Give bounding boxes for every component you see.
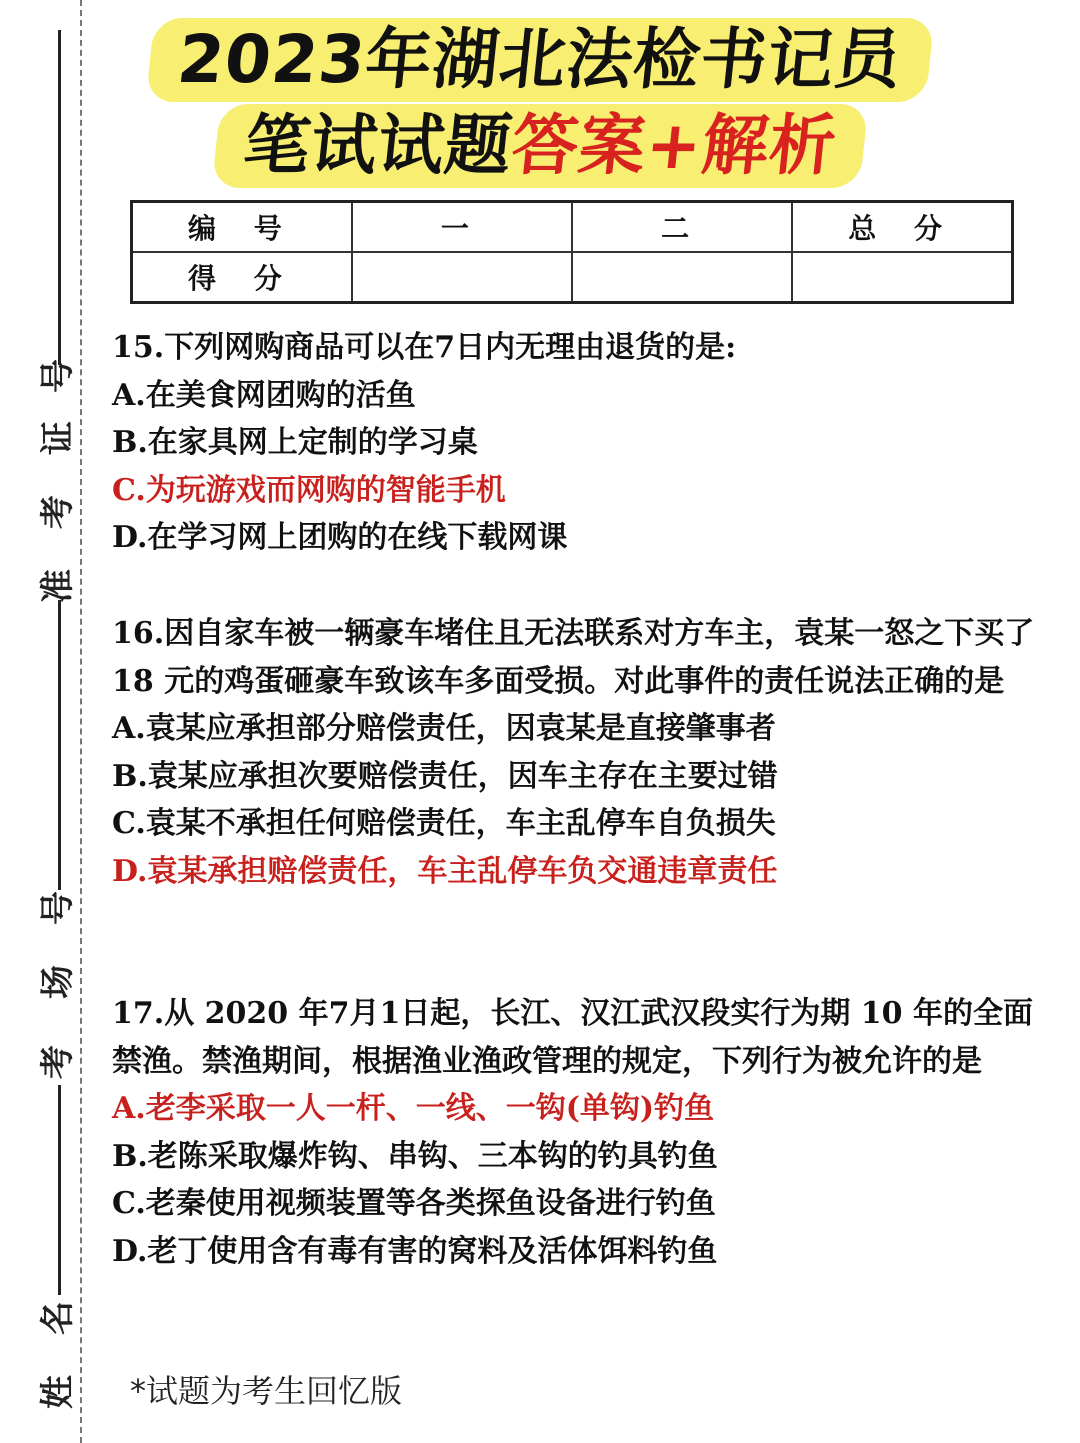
title-line-1 [0, 18, 1080, 102]
title-line-2 [0, 104, 1080, 188]
question-16 [112, 610, 1042, 895]
option-d: D.在学习网上团购的在线下载网课 [112, 520, 568, 555]
title-text-1: 2023年湖北法检书记员 [146, 18, 935, 102]
option-a: A.在美食网团购的活鱼 [112, 377, 416, 413]
margin-label: 场 [38, 965, 78, 999]
score-cell: 编 号 [132, 202, 352, 253]
score-table-header-row [132, 202, 1013, 253]
footnote: *试题为考生回忆版 [130, 1372, 403, 1410]
binding-dashed-line [80, 0, 82, 1443]
title-black-part: 笔试试题 [239, 107, 516, 184]
question-stem: 17.从 2020 年7月1日起，长江、汉江武汉段实行为期 10 年的全面禁渔。禁渔期间，根据渔业渔政管理的规定，下列行为被允许的是 [112, 996, 1033, 1079]
score-cell [352, 252, 572, 303]
option-d: D.老丁使用含有毒有害的窝料及活体饵料钓鱼 [112, 1233, 718, 1269]
score-cell [572, 252, 792, 303]
question-stem: 15.下列网购商品可以在7日内无理由退货的是: [112, 330, 737, 365]
question-15 [112, 324, 1042, 562]
margin-label: 准 [38, 569, 78, 603]
score-cell: 二 [572, 202, 792, 253]
margin-label: 名 [38, 1301, 78, 1335]
score-table [130, 200, 1014, 304]
option-c-correct: C.为玩游戏而网购的智能手机 [112, 472, 506, 508]
option-d-correct: D.袁某承担赔偿责任，车主乱停车负交通违章责任 [112, 853, 778, 889]
title-red-part: 答案+解析 [507, 107, 841, 184]
score-table-score-row [132, 252, 1013, 303]
title-text-2 [211, 104, 868, 188]
margin-label: 号 [38, 891, 78, 925]
margin-label: 号 [38, 359, 78, 393]
option-b: B.袁某应承担次要赔偿责任，因车主存在主要过错 [112, 758, 778, 794]
name-underline [58, 1085, 61, 1295]
option-a: A.袁某应承担部分赔偿责任，因袁某是直接肇事者 [112, 711, 776, 746]
option-c: C.老秦使用视频装置等各类探鱼设备进行钓鱼 [112, 1186, 716, 1221]
option-c: C.袁某不承担任何赔偿责任，车主乱停车自负损失 [112, 806, 776, 841]
margin-label: 姓 [38, 1375, 78, 1409]
option-b: B.在家具网上定制的学习桌 [112, 425, 478, 460]
score-cell: 一 [352, 202, 572, 253]
margin-label: 考 [38, 495, 78, 529]
option-b: B.老陈采取爆炸钩、串钩、三本钩的钓具钓鱼 [112, 1138, 718, 1174]
margin-label: 证 [38, 421, 78, 455]
score-cell [792, 252, 1012, 303]
option-a-correct: A.老李采取一人一杆、一线、一钩(单钩)钓鱼 [112, 1091, 715, 1126]
score-cell: 得 分 [132, 252, 352, 303]
question-stem: 16.因自家车被一辆豪车堵住且无法联系对方车主，袁某一怒之下买了 18 元的鸡蛋砸豪车致该车多面受损。对此事件的责任说法正确的是 [112, 616, 1035, 699]
exam-room-underline [58, 600, 61, 890]
score-cell: 总 分 [792, 202, 1012, 253]
question-17 [112, 990, 1042, 1275]
margin-label: 考 [38, 1045, 78, 1079]
